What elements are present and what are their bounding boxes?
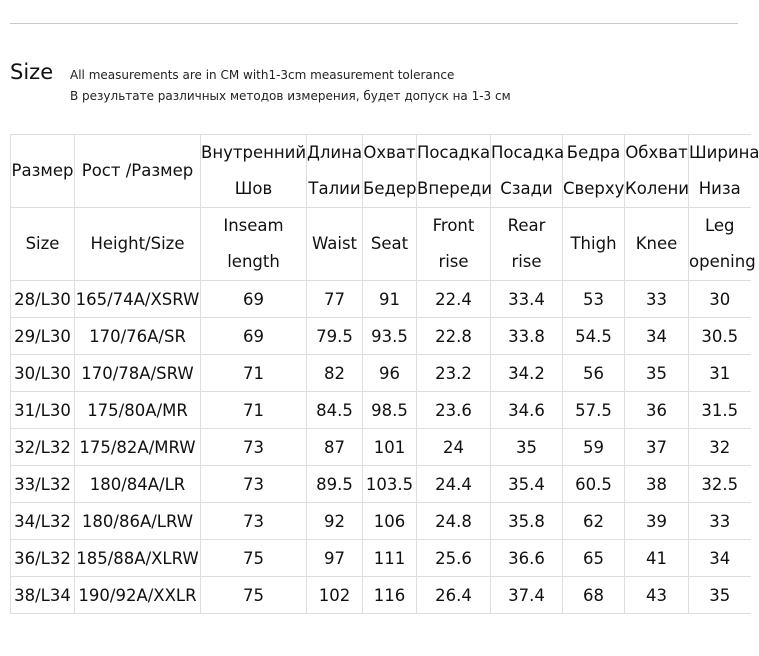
cell-inseam: 73 xyxy=(201,503,307,540)
table-row xyxy=(11,466,751,503)
header-label: Сверху xyxy=(563,179,625,198)
table-row xyxy=(11,318,751,355)
cell-leg-opening: 31.5 xyxy=(689,392,751,429)
header-label: Шов xyxy=(234,179,273,198)
cell-front-rise: 24.8 xyxy=(417,503,491,540)
cell-inseam: 69 xyxy=(201,281,307,318)
size-chart-body xyxy=(11,135,759,614)
cell-waist: 84.5 xyxy=(307,392,363,429)
cell-knee: 37 xyxy=(625,429,689,466)
cell-waist: 97 xyxy=(307,540,363,577)
cell-seat: 101 xyxy=(363,429,417,466)
cell-thigh: 57.5 xyxy=(563,392,625,429)
cell-rear-rise: 37.4 xyxy=(491,577,563,614)
cell-thigh: 54.5 xyxy=(563,318,625,355)
header-cell-seat xyxy=(363,135,417,208)
header-label: Height/Size xyxy=(90,234,185,253)
cell-inseam: 71 xyxy=(201,355,307,392)
header-row-russian xyxy=(11,135,751,208)
header-label: rise xyxy=(438,252,469,271)
cell-leg-opening: 32.5 xyxy=(689,466,751,503)
cell-thigh: 68 xyxy=(563,577,625,614)
cell-knee: 33 xyxy=(625,281,689,318)
cell-waist: 102 xyxy=(307,577,363,614)
cell-size: 36/L32 xyxy=(11,540,75,577)
cell-inseam: 75 xyxy=(201,577,307,614)
cell-rear-rise: 35.4 xyxy=(491,466,563,503)
cell-rear-rise: 34.6 xyxy=(491,392,563,429)
cell-thigh: 59 xyxy=(563,429,625,466)
header-cell-inseam xyxy=(201,208,307,281)
header-cell-knee xyxy=(625,208,689,281)
cell-seat: 91 xyxy=(363,281,417,318)
header-cell-leg-opening xyxy=(689,208,756,281)
cell-front-rise: 25.6 xyxy=(417,540,491,577)
cell-thigh: 56 xyxy=(563,355,625,392)
header-cell-front-rise xyxy=(417,135,491,208)
header-label: Низа xyxy=(698,179,741,198)
cell-rear-rise: 35.8 xyxy=(491,503,563,540)
cell-inseam: 69 xyxy=(201,318,307,355)
cell-size: 33/L32 xyxy=(11,466,75,503)
cell-front-rise: 23.6 xyxy=(417,392,491,429)
header-label: Rear xyxy=(507,216,546,235)
size-chart-table xyxy=(10,134,759,614)
cell-seat: 93.5 xyxy=(363,318,417,355)
cell-rear-rise: 35 xyxy=(491,429,563,466)
table-row xyxy=(11,355,751,392)
header-cell-thigh xyxy=(563,208,625,281)
header-cell-inseam xyxy=(201,135,307,208)
header-cell-waist xyxy=(307,135,363,208)
header-cell-front-rise xyxy=(417,208,491,281)
header-cell-rear-rise xyxy=(491,208,563,281)
header-label: Waist xyxy=(311,234,358,253)
cell-rear-rise: 33.4 xyxy=(491,281,563,318)
cell-knee: 39 xyxy=(625,503,689,540)
cell-knee: 41 xyxy=(625,540,689,577)
header-label: Внутренний xyxy=(201,143,307,162)
header-label: Размер xyxy=(11,161,74,180)
cell-thigh: 65 xyxy=(563,540,625,577)
top-divider xyxy=(10,23,738,24)
header-cell-thigh xyxy=(563,135,625,208)
cell-leg-opening: 31 xyxy=(689,355,751,392)
cell-size: 38/L34 xyxy=(11,577,75,614)
header-label: Сзади xyxy=(500,179,553,198)
cell-seat: 98.5 xyxy=(363,392,417,429)
header-cell-height-size xyxy=(75,135,201,208)
cell-waist: 89.5 xyxy=(307,466,363,503)
header-cell-size xyxy=(11,208,75,281)
cell-knee: 36 xyxy=(625,392,689,429)
header-label: Бедра xyxy=(566,143,621,162)
header-label: Inseam xyxy=(223,216,284,235)
cell-leg-opening: 32 xyxy=(689,429,751,466)
table-row xyxy=(11,429,751,466)
header-label: Рост /Размер xyxy=(81,161,194,180)
cell-thigh: 53 xyxy=(563,281,625,318)
tolerance-note-english: All measurements are in CM with1-3cm measurement tolerance xyxy=(70,68,455,82)
cell-leg-opening: 30 xyxy=(689,281,751,318)
header-label: rise xyxy=(511,252,542,271)
cell-waist: 77 xyxy=(307,281,363,318)
cell-front-rise: 22.4 xyxy=(417,281,491,318)
cell-knee: 35 xyxy=(625,355,689,392)
cell-waist: 92 xyxy=(307,503,363,540)
header-label: Охват xyxy=(363,143,416,162)
cell-front-rise: 24.4 xyxy=(417,466,491,503)
table-row xyxy=(11,281,751,318)
header-label: Thigh xyxy=(570,234,617,253)
header-label: Leg xyxy=(704,216,735,235)
header-row-english xyxy=(11,208,751,281)
header-cell-height-size xyxy=(75,208,201,281)
cell-size: 32/L32 xyxy=(11,429,75,466)
cell-inseam: 71 xyxy=(201,392,307,429)
cell-height-size: 190/92A/XXLR xyxy=(75,577,201,614)
cell-front-rise: 23.2 xyxy=(417,355,491,392)
cell-height-size: 175/82A/MRW xyxy=(75,429,201,466)
cell-knee: 43 xyxy=(625,577,689,614)
cell-height-size: 170/78A/SRW xyxy=(75,355,201,392)
header-label: Size xyxy=(25,234,60,253)
cell-front-rise: 26.4 xyxy=(417,577,491,614)
cell-knee: 38 xyxy=(625,466,689,503)
table-row xyxy=(11,540,751,577)
header-label: Посадка xyxy=(417,143,491,162)
cell-leg-opening: 34 xyxy=(689,540,751,577)
cell-front-rise: 22.8 xyxy=(417,318,491,355)
header-label: Knee xyxy=(635,234,678,253)
cell-thigh: 60.5 xyxy=(563,466,625,503)
table-row xyxy=(11,503,751,540)
cell-seat: 103.5 xyxy=(363,466,417,503)
header-label: Посадка xyxy=(491,143,565,162)
tolerance-note-russian: В результате различных методов измерения, будет допуск на 1-3 см xyxy=(70,89,511,103)
header-label: Впереди xyxy=(417,179,493,198)
header-cell-size xyxy=(11,135,75,208)
cell-height-size: 180/84A/LR xyxy=(75,466,201,503)
header-cell-leg-opening xyxy=(689,135,759,208)
cell-inseam: 73 xyxy=(201,429,307,466)
header-cell-rear-rise xyxy=(491,135,563,208)
cell-inseam: 73 xyxy=(201,466,307,503)
cell-height-size: 165/74A/XSRW xyxy=(75,281,201,318)
cell-knee: 34 xyxy=(625,318,689,355)
cell-rear-rise: 33.8 xyxy=(491,318,563,355)
cell-leg-opening: 30.5 xyxy=(689,318,751,355)
header-label: Длина xyxy=(307,143,363,162)
cell-size: 28/L30 xyxy=(11,281,75,318)
cell-size: 31/L30 xyxy=(11,392,75,429)
cell-seat: 96 xyxy=(363,355,417,392)
cell-height-size: 180/86A/LRW xyxy=(75,503,201,540)
cell-front-rise: 24 xyxy=(417,429,491,466)
cell-waist: 79.5 xyxy=(307,318,363,355)
cell-seat: 106 xyxy=(363,503,417,540)
cell-size: 30/L30 xyxy=(11,355,75,392)
table-row xyxy=(11,577,751,614)
header-cell-knee xyxy=(625,135,689,208)
header-label: Seat xyxy=(370,234,409,253)
cell-waist: 82 xyxy=(307,355,363,392)
cell-height-size: 185/88A/XLRW xyxy=(75,540,201,577)
header-label: Ширина xyxy=(689,143,759,162)
header-cell-seat xyxy=(363,208,417,281)
header-label: Обхват xyxy=(625,143,688,162)
cell-seat: 111 xyxy=(363,540,417,577)
cell-waist: 87 xyxy=(307,429,363,466)
cell-height-size: 175/80A/MR xyxy=(75,392,201,429)
cell-inseam: 75 xyxy=(201,540,307,577)
header-label: Колени xyxy=(625,179,690,198)
cell-rear-rise: 34.2 xyxy=(491,355,563,392)
cell-size: 34/L32 xyxy=(11,503,75,540)
header-label: length xyxy=(227,252,280,271)
page-title: Size xyxy=(10,60,54,84)
cell-height-size: 170/76A/SR xyxy=(75,318,201,355)
header-label: Бедер xyxy=(363,179,417,198)
header-label: Талии xyxy=(308,179,361,198)
cell-rear-rise: 36.6 xyxy=(491,540,563,577)
cell-thigh: 62 xyxy=(563,503,625,540)
cell-seat: 116 xyxy=(363,577,417,614)
cell-leg-opening: 33 xyxy=(689,503,751,540)
cell-leg-opening: 35 xyxy=(689,577,751,614)
table-row xyxy=(11,392,751,429)
header-label: Front xyxy=(432,216,475,235)
cell-size: 29/L30 xyxy=(11,318,75,355)
header-cell-waist xyxy=(307,208,363,281)
header-label: opening xyxy=(689,252,756,271)
